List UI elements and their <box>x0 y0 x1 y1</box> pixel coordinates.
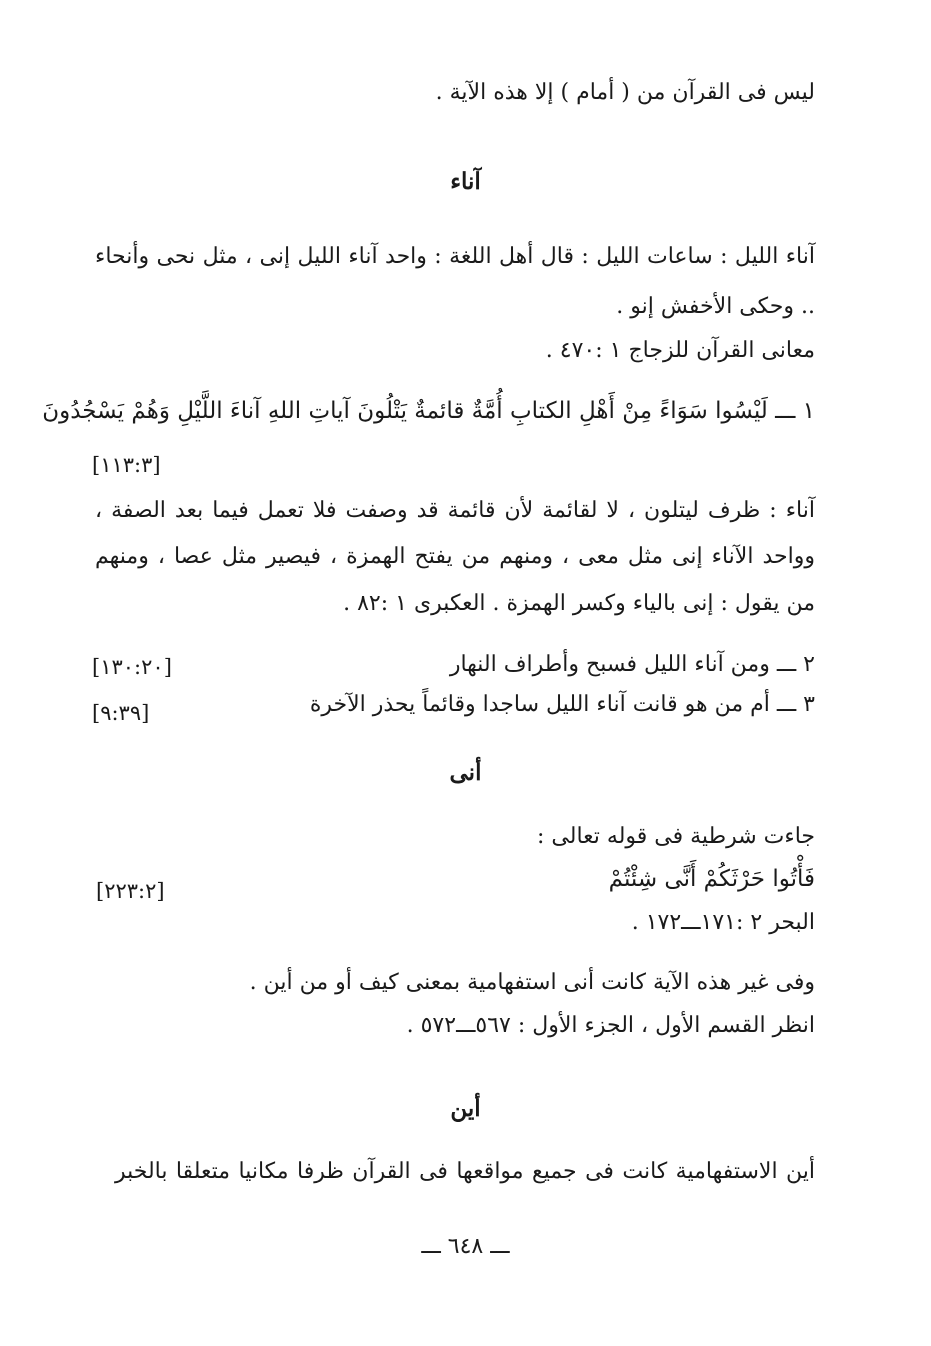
section-heading-anna: أنى <box>449 759 482 786</box>
quran-verse: ٢ ـــ ومن آناء الليل فسبح وأطراف النهار <box>449 652 815 677</box>
verse-reference: [٢٢٣:٢] <box>96 879 165 903</box>
section-heading-ayna: أين <box>450 1095 481 1122</box>
paragraph-line: آناء الليل : ساعات الليل : قال أهل اللغة : واحد آناء الليل إنى ، مثل نحى وأنحاء <box>95 244 815 269</box>
paragraph-line: .. وحكى الأخفش إنو . <box>616 294 815 319</box>
verse-reference: [٩:٣٩] <box>92 701 150 725</box>
quran-verse: فَأْتُوا حَرْثَكُمْ أَنَّى شِئْتُمْ <box>608 866 815 892</box>
quran-verse: ٣ ـــ أم من هو قانت آناء الليل ساجدا وقائماً يحذر الآخرة <box>309 692 815 717</box>
verse-reference: [١١٣:٣] <box>92 453 161 477</box>
paragraph-line: آناء : ظرف ليتلون ، لا لقائمة لأن قائمة قد وصفت فلا تعمل فيما بعد الصفة ، <box>95 498 815 523</box>
quran-verse: ١ ـــ لَيْسُوا سَوَاءً مِنْ أَهْلِ الكتابِ أُمَّةٌ قائمةٌ يَتْلُونَ آياتِ اللهِ آناءَ اللَّيْلِ وَهُمْ يَسْجُدُونَ <box>42 398 815 424</box>
paragraph-line: جاءت شرطية فى قوله تعالى : <box>537 824 815 849</box>
paragraph-line: أين الاستفهامية كانت فى جميع مواقعها فى القرآن ظرفا مكانيا متعلقا بالخبر <box>115 1159 815 1184</box>
paragraph-line: من يقول : إنى بالياء وكسر الهمزة . العكبرى ١ :٨٢ . <box>343 591 815 616</box>
top-line: ليس فى القرآن من ( أمام ) إلا هذه الآية . <box>435 80 815 105</box>
paragraph-line: وواحد الآناء إنى مثل معى ، ومنهم من يفتح الهمزة ، فيصير مثل عصا ، ومنهم <box>95 544 815 569</box>
verse-reference: [١٣٠:٢٠] <box>92 655 172 679</box>
paragraph-line: انظر القسم الأول ، الجزء الأول : ٥٦٧ـــ٥٧٢ . <box>406 1013 815 1038</box>
section-heading-anaa: آناء <box>450 168 481 195</box>
source-citation: البحر ٢ :١٧١ـــ١٧٢ . <box>631 910 815 935</box>
source-citation: معانى القرآن للزجاج ١ :٤٧٠ . <box>545 338 815 363</box>
page-number: ـــ ٦٤٨ ـــ <box>421 1234 510 1259</box>
paragraph-line: وفى غير هذه الآية كانت أنى استفهامية بمعنى كيف أو من أين . <box>249 970 815 995</box>
